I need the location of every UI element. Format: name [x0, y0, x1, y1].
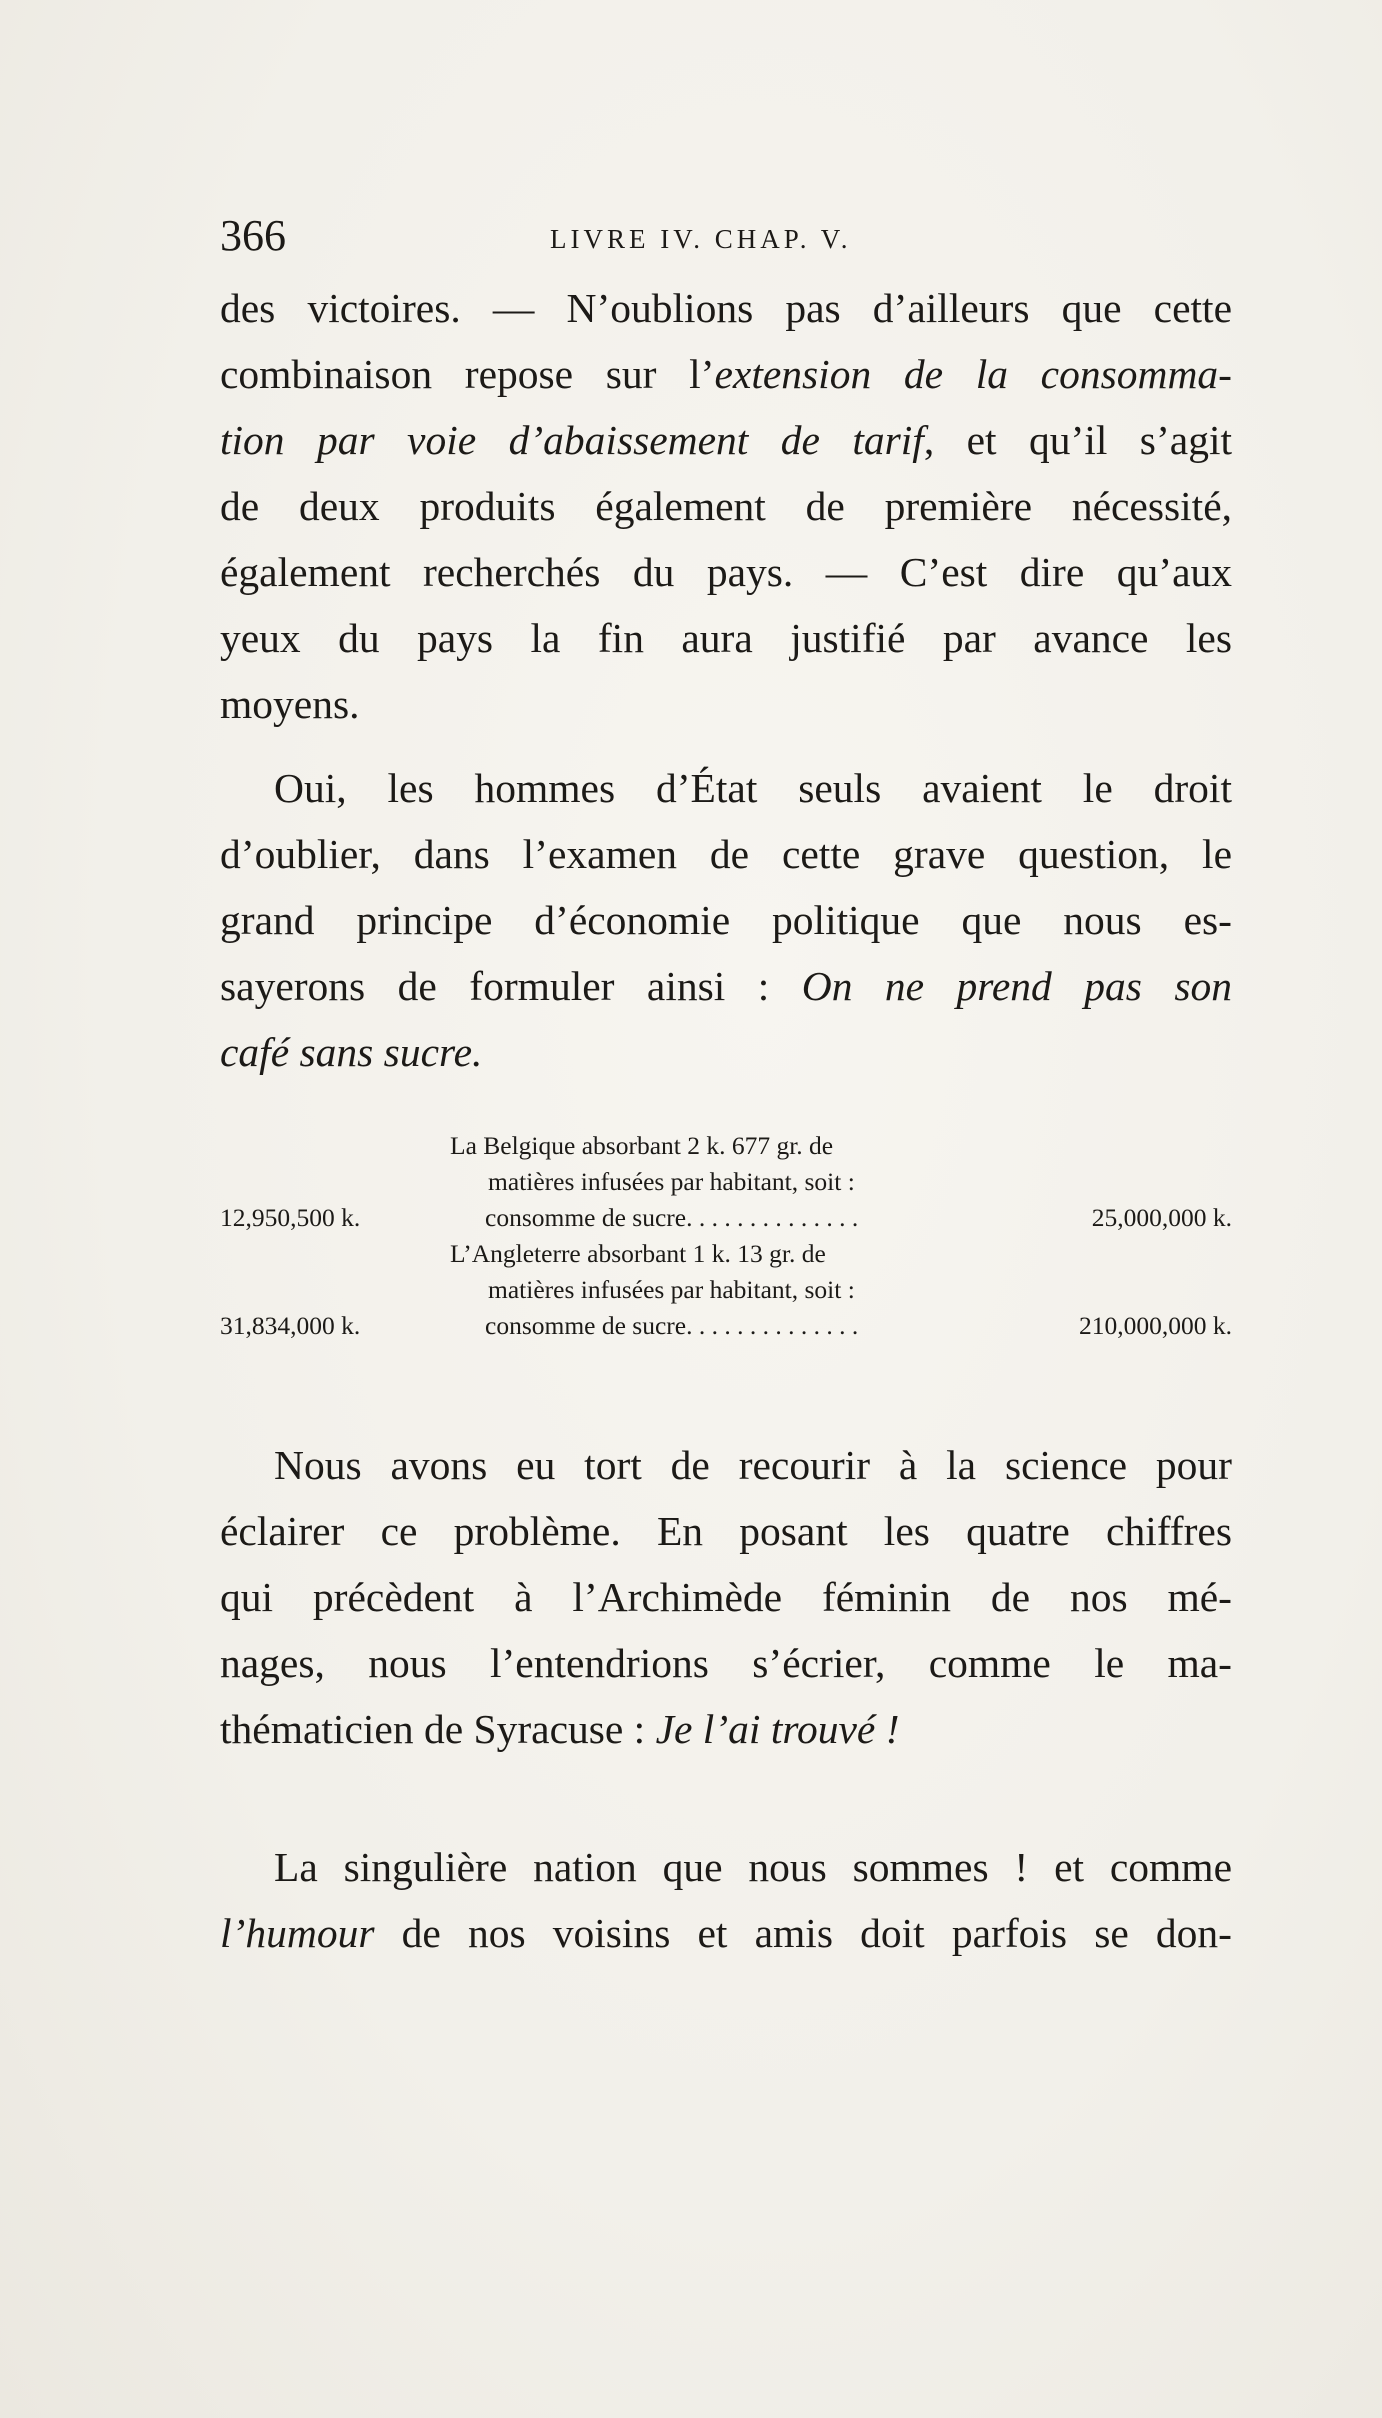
text-run: thématicien de Syracuse : — [220, 1706, 656, 1752]
italic-run: tion par voie d’abaissement de tarif — [220, 417, 924, 463]
text-line: qui précèdent à l’Archimède féminin de nos mé- — [220, 1574, 1232, 1620]
page-number: 366 — [220, 211, 286, 260]
text-line — [220, 1696, 1232, 1762]
belgique-sugar-value: 25,000,000 k. — [1091, 1203, 1232, 1232]
text-line — [220, 341, 1232, 407]
text-line: yeux du pays la fin aura justifié par avance les — [220, 615, 1232, 661]
consumption-table — [220, 1128, 1232, 1344]
italic-run: Je l’ai trouvé ! — [655, 1706, 900, 1752]
text-line: grand principe d’économie politique que nous es- — [220, 897, 1232, 943]
text-line: des victoires. — N’oublions pas d’ailleurs que cette — [220, 285, 1232, 331]
angleterre-description: L’Angleterre absorbant 1 k. 13 gr. de — [450, 1239, 826, 1268]
text-line: nages, nous l’entendrions s’écrier, comme le ma- — [220, 1640, 1232, 1686]
text-line — [220, 953, 1232, 1019]
angleterre-population-value: 31,834,000 k. — [220, 1311, 361, 1340]
angleterre-sugar-label: consomme de sucre. . . . . . . . . . . . . . — [485, 1311, 859, 1340]
table-row — [220, 1236, 1232, 1272]
text-line: café sans sucre. — [220, 1029, 483, 1075]
text-line: éclairer ce problème. En posant les quatre chiffres — [220, 1508, 1232, 1554]
text-line: Nous avons eu tort de recourir à la science pour — [274, 1442, 1232, 1488]
text-line: de deux produits également de première nécessité, — [220, 483, 1232, 529]
italic-run: On ne prend pas son — [801, 963, 1232, 1009]
text-line: Oui, les hommes d’État seuls avaient le droit — [274, 765, 1232, 811]
paragraph-2 — [220, 755, 1232, 1085]
paragraph-1 — [220, 275, 1232, 737]
text-line — [220, 407, 1232, 473]
text-run: , et qu’il s’agit — [923, 417, 1233, 463]
text-line — [220, 1900, 1232, 1966]
angleterre-description-cont: matières infusées par habitant, soit : — [488, 1275, 855, 1304]
table-row — [220, 1128, 1232, 1164]
table-row — [220, 1272, 1232, 1308]
text-line: d’oublier, dans l’examen de cette grave question, le — [220, 831, 1232, 877]
text-line: La singulière nation que nous sommes ! et comme — [274, 1844, 1232, 1890]
paragraph-4 — [220, 1834, 1232, 1966]
italic-run: extension de la consomma- — [714, 351, 1232, 397]
belgique-description-cont: matières infusées par habitant, soit : — [488, 1167, 855, 1196]
paragraph-3 — [220, 1432, 1232, 1762]
table-row — [220, 1200, 1232, 1236]
running-head — [220, 210, 1230, 270]
table-row — [220, 1308, 1232, 1344]
text-line: également recherchés du pays. — C’est dire qu’aux — [220, 549, 1232, 595]
text-run: combinaison repose sur l’ — [220, 351, 715, 397]
italic-run: l’humour — [220, 1910, 375, 1956]
text-line: moyens. — [220, 681, 360, 727]
belgique-description: La Belgique absorbant 2 k. 677 gr. de — [450, 1131, 834, 1160]
text-run: sayerons de formuler ainsi : — [220, 963, 802, 1009]
text-run: de nos voisins et amis doit parfois se don- — [374, 1910, 1232, 1956]
belgique-sugar-label: consomme de sucre. . . . . . . . . . . . . . — [485, 1203, 859, 1232]
angleterre-sugar-value: 210,000,000 k. — [1079, 1311, 1232, 1340]
chapter-heading: LIVRE IV. CHAP. V. — [550, 224, 852, 254]
belgique-population-value: 12,950,500 k. — [220, 1203, 361, 1232]
table-row — [220, 1164, 1232, 1200]
